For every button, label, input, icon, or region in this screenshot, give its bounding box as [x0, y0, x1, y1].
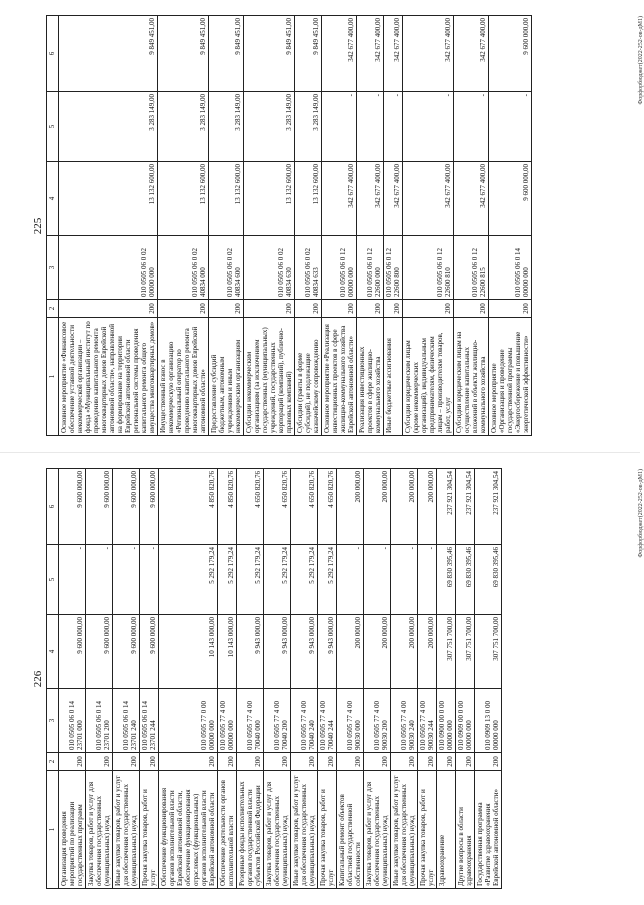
row-executed-cell: - — [391, 545, 418, 615]
row-executed-cell: - — [322, 92, 357, 162]
row-plan-cell: 200 000,00 — [337, 615, 364, 689]
table-row — [264, 469, 291, 889]
table-body — [59, 16, 532, 436]
row-plan-cell: 307 751 700,00 — [456, 615, 475, 689]
row-executed-cell: - — [454, 92, 489, 162]
row-name-cell: Организация проведения мероприятий по реализации государственных программ — [59, 771, 86, 889]
header-row — [47, 469, 59, 889]
row-code-cell: 010 0909 00 0 00 00000 000 — [456, 689, 475, 753]
table-row — [209, 16, 244, 436]
row-org-cell: 200 — [140, 753, 159, 771]
row-remainder-cell: 342 677 400,00 — [454, 16, 489, 92]
row-executed-cell: 69 830 395,46 — [456, 545, 475, 615]
table-row — [113, 469, 140, 889]
row-executed-cell: 5 292 179,24 — [218, 545, 237, 615]
row-org-cell: 200 — [437, 753, 456, 771]
row-org-cell: 200 — [295, 300, 322, 318]
row-name-cell: Капитальный ремонт объектов областной государственной собственности — [337, 771, 364, 889]
row-name-cell: Субсидии юридическим лицам на осуществление капитальных вложений в объекты жилищно-коммунального хозяйства — [454, 318, 489, 436]
budget-table — [46, 468, 502, 889]
row-remainder-cell: 9 600 000,00 — [489, 16, 532, 92]
row-plan-cell: 342 677 400,00 — [454, 162, 489, 236]
row-name-cell: Закупка товаров, работ и услуг для обеспечения государственных (муниципальных) нужд — [86, 771, 113, 889]
row-code-cell: 010 0505 77 4 00 70040 244 — [318, 689, 337, 753]
row-org-cell: 200 — [357, 300, 384, 318]
table-row — [489, 16, 532, 436]
table-row — [218, 469, 237, 889]
row-remainder-cell: 9 849 451,00 — [209, 16, 244, 92]
table-row — [86, 469, 113, 889]
row-plan-cell: 342 677 400,00 — [403, 162, 454, 236]
table-row — [337, 469, 364, 889]
row-remainder-cell: 200 000,00 — [364, 469, 391, 545]
row-remainder-cell: 4 650 820,76 — [264, 469, 291, 545]
row-code-cell: 010 0505 06 0 14 23701 240 — [113, 689, 140, 753]
row-code-cell: 010 0505 06 0 12 22600 815 — [454, 236, 489, 300]
row-executed-cell: 3 283 149,00 — [209, 92, 244, 162]
row-name-cell: Иные закупки товаров, работ и услуг для обеспечения государственных (муниципальных) нужд — [391, 771, 418, 889]
row-name-cell: Прочая закупка товаров, работ и услуг — [318, 771, 337, 889]
table-row — [322, 16, 357, 436]
row-code-cell: 010 0909 13 0 00 00000 000 — [475, 689, 502, 753]
row-remainder-cell: 9 849 451,00 — [295, 16, 322, 92]
row-org-cell: 200 — [391, 753, 418, 771]
row-name-cell: Иные закупки товаров, работ и услуг для обеспечения государственных (муниципальных) нужд — [113, 771, 140, 889]
row-org-cell: 200 — [237, 753, 264, 771]
row-plan-cell: 9 943 000,00 — [264, 615, 291, 689]
row-executed-cell: 3 283 149,00 — [295, 92, 322, 162]
row-executed-cell: 5 292 179,24 — [159, 545, 218, 615]
row-plan-cell: 9 943 000,00 — [318, 615, 337, 689]
table-body — [59, 469, 502, 889]
page-number: 226 — [32, 670, 44, 688]
table-row — [418, 469, 437, 889]
row-name-cell: Реализация инвестиционных проектов в сфере жилищно-коммунального хозяйства — [357, 318, 384, 436]
row-code-cell: 010 0505 06 0 02 40834 000 — [158, 236, 209, 300]
row-executed-cell: 69 830 395,46 — [475, 545, 502, 615]
row-name-cell: Обеспечение функционирования органов исполнительной власти Еврейской автономной области, обеспечение функционирования отраслевых (функциональных) органов исполнительной власти Еврейской автономной области — [159, 771, 218, 889]
page-footer: Форфорбюджет(2022-252-ов-дМ1) — [638, 469, 644, 558]
row-code-cell: 010 0505 77 4 00 90030 244 — [418, 689, 437, 753]
row-code-cell: 010 0505 77 0 00 00000 000 — [159, 689, 218, 753]
header-cell: 6 — [47, 16, 59, 92]
row-remainder-cell: 342 677 400,00 — [384, 16, 403, 92]
row-code-cell: 010 0505 06 0 02 40834 633 — [295, 236, 322, 300]
row-executed-cell: - — [489, 92, 532, 162]
table-row — [384, 16, 403, 436]
table-row — [59, 16, 158, 436]
row-executed-cell: - — [418, 545, 437, 615]
row-remainder-cell: 9 600 000,00 — [140, 469, 159, 545]
row-name-cell: Иные бюджетные ассигнования — [384, 318, 403, 436]
row-name-cell: Субсидии (гранты в форме субсидий), не подлежащие казначейскому сопровождению — [295, 318, 322, 436]
row-org-cell: 200 — [322, 300, 357, 318]
row-plan-cell: 307 751 700,00 — [475, 615, 502, 689]
header-cell: 4 — [47, 162, 59, 236]
row-executed-cell: - — [384, 92, 403, 162]
table-row — [295, 16, 322, 436]
row-name-cell: Государственная программа «Развитие здравоохранения Еврейской автономной области» — [475, 771, 502, 889]
table-row — [158, 16, 209, 436]
row-executed-cell: 5 292 179,24 — [237, 545, 264, 615]
row-code-cell: 010 0505 06 0 14 23701 200 — [86, 689, 113, 753]
row-plan-cell: 9 600 000,00 — [140, 615, 159, 689]
row-org-cell: 200 — [218, 753, 237, 771]
header-cell: 2 — [47, 753, 59, 771]
row-remainder-cell: 342 677 400,00 — [403, 16, 454, 92]
row-plan-cell: 200 000,00 — [364, 615, 391, 689]
row-remainder-cell: 200 000,00 — [418, 469, 437, 545]
row-remainder-cell: 9 849 451,00 — [59, 16, 158, 92]
row-executed-cell: - — [364, 545, 391, 615]
row-code-cell: 010 0505 06 0 12 22600 810 — [403, 236, 454, 300]
row-org-cell: 200 — [454, 300, 489, 318]
row-plan-cell: 13 132 600,00 — [158, 162, 209, 236]
row-code-cell: 010 0505 06 0 02 40834 630 — [244, 236, 295, 300]
row-name-cell: Прочая закупка товаров, работ и услуг — [140, 771, 159, 889]
row-remainder-cell: 9 600 000,00 — [113, 469, 140, 545]
row-name-cell: Прочая закупка товаров, работ и услуг — [418, 771, 437, 889]
row-org-cell: 200 — [264, 753, 291, 771]
row-code-cell: 010 0900 00 0 00 00000 000 — [437, 689, 456, 753]
row-org-cell: 200 — [384, 300, 403, 318]
row-code-cell: 010 0505 06 0 14 23701 244 — [140, 689, 159, 753]
row-plan-cell: 13 132 600,00 — [295, 162, 322, 236]
row-code-cell: 010 0505 06 0 14 23701 000 — [59, 689, 86, 753]
row-code-cell: 010 0505 06 0 14 00000 000 — [489, 236, 532, 300]
row-plan-cell: 307 751 700,00 — [437, 615, 456, 689]
table-row — [454, 16, 489, 436]
row-org-cell: 200 — [475, 753, 502, 771]
row-name-cell: Резервные фонды исполнительных органов государственной власти субъектов Российской Федерации — [237, 771, 264, 889]
row-remainder-cell: 9 600 000,00 — [86, 469, 113, 545]
row-name-cell: Субсидии некоммерческим организациям (за исключением государственных (муниципальных) учреждений, государственных корпораций (компаний), публично-правовых компаний) — [244, 318, 295, 436]
row-name-cell: Основное мероприятие «Организация и проведение государственной программы «Энергосбережение и повышение энергетической эффективности» — [489, 318, 532, 436]
row-remainder-cell: 9 600 000,00 — [59, 469, 86, 545]
row-plan-cell: 342 677 400,00 — [322, 162, 357, 236]
table-row — [475, 469, 502, 889]
row-name-cell: Иные закупки товаров, работ и услуг для обеспечения государственных (муниципальных) нужд — [291, 771, 318, 889]
row-executed-cell: - — [357, 92, 384, 162]
row-executed-cell: 69 830 395,46 — [437, 545, 456, 615]
row-executed-cell: - — [59, 545, 86, 615]
row-name-cell: Здравоохранение — [437, 771, 456, 889]
row-remainder-cell: 9 849 451,00 — [158, 16, 209, 92]
row-code-cell: 010 0505 77 4 00 70040 200 — [264, 689, 291, 753]
row-plan-cell: 200 000,00 — [418, 615, 437, 689]
row-org-cell: 200 — [159, 753, 218, 771]
header-cell: 3 — [47, 689, 59, 753]
header-cell: 1 — [47, 318, 59, 436]
table-row — [140, 469, 159, 889]
row-plan-cell: 9 600 000,00 — [86, 615, 113, 689]
row-executed-cell: 3 283 149,00 — [158, 92, 209, 162]
row-org-cell: 200 — [59, 753, 86, 771]
row-code-cell: 010 0505 77 4 00 70040 240 — [291, 689, 318, 753]
row-remainder-cell: 200 000,00 — [337, 469, 364, 545]
row-code-cell: 010 0505 06 0 02 40834 600 — [209, 236, 244, 300]
row-plan-cell: 200 000,00 — [391, 615, 418, 689]
row-executed-cell: 3 283 149,00 — [244, 92, 295, 162]
table-row — [318, 469, 337, 889]
row-name-cell: Обеспечение деятельности органов исполнительной власти — [218, 771, 237, 889]
row-name-cell: Основное мероприятие «Финансовое обеспечение уставной деятельности некоммерческой организации – фонда «Муниципальный институт по проведению капитального ремонта многоквартирных домов Еврейской автономной области», направленной на формирование на территории Еврейской автономной области региональной системы проведения капитального ремонта общего имущества многоквартирных домов» — [59, 318, 158, 436]
row-org-cell: 200 — [158, 300, 209, 318]
row-code-cell: 010 0505 06 0 02 00000 000 — [59, 236, 158, 300]
table-row — [391, 469, 418, 889]
row-plan-cell: 13 132 600,00 — [209, 162, 244, 236]
row-plan-cell: 13 132 600,00 — [244, 162, 295, 236]
row-code-cell: 010 0505 06 0 12 22600 800 — [384, 236, 403, 300]
row-org-cell: 200 — [489, 300, 532, 318]
row-name-cell: Имущественный взнос в некоммерческую организацию «Региональный оператор по проведению капитального ремонта многоквартирных домов Еврейской автономной области» — [158, 318, 209, 436]
rotated-page — [30, 16, 644, 436]
row-name-cell: Предоставление субсидий бюджетным, автономным учреждениям и иным некоммерческим организациям — [209, 318, 244, 436]
row-executed-cell: - — [140, 545, 159, 615]
row-code-cell: 010 0505 77 4 00 90030 000 — [337, 689, 364, 753]
row-executed-cell: 5 292 179,24 — [318, 545, 337, 615]
header-cell: 5 — [47, 545, 59, 615]
table-row — [291, 469, 318, 889]
row-code-cell: 010 0505 77 4 00 00000 000 — [218, 689, 237, 753]
header-cell: 5 — [47, 92, 59, 162]
table-row — [403, 16, 454, 436]
row-plan-cell: 9 943 000,00 — [237, 615, 264, 689]
page-226 — [0, 453, 644, 905]
table-row — [456, 469, 475, 889]
row-code-cell: 010 0505 77 4 00 90030 200 — [364, 689, 391, 753]
row-org-cell: 200 — [318, 753, 337, 771]
row-executed-cell: - — [113, 545, 140, 615]
row-plan-cell: 342 677 400,00 — [357, 162, 384, 236]
table-row — [237, 469, 264, 889]
header-cell: 1 — [47, 771, 59, 889]
header-cell: 2 — [47, 300, 59, 318]
row-org-cell: 200 — [86, 753, 113, 771]
page-footer: Форфорбюджет(2022-252-ов-дМ1) — [638, 16, 644, 105]
table-row — [357, 16, 384, 436]
row-plan-cell: 10 143 000,00 — [218, 615, 237, 689]
row-remainder-cell: 4 650 820,76 — [291, 469, 318, 545]
header-cell: 3 — [47, 236, 59, 300]
table-row — [364, 469, 391, 889]
row-plan-cell: 13 132 600,00 — [59, 162, 158, 236]
row-org-cell: 200 — [59, 300, 158, 318]
budget-table — [46, 15, 532, 436]
row-remainder-cell: 237 921 304,54 — [437, 469, 456, 545]
row-remainder-cell: 4 650 820,76 — [318, 469, 337, 545]
row-remainder-cell: 9 849 451,00 — [244, 16, 295, 92]
row-name-cell: Субсидии юридическим лицам (кроме некоммерческих организаций), индивидуальным предпринимателям, физическим лицам – производителям товаров, работ, услуг — [403, 318, 454, 436]
table-row — [59, 469, 86, 889]
row-org-cell: 200 — [456, 753, 475, 771]
row-remainder-cell: 4 850 820,76 — [159, 469, 218, 545]
row-org-cell: 200 — [337, 753, 364, 771]
page-number: 225 — [32, 217, 44, 235]
row-org-cell: 200 — [364, 753, 391, 771]
table-row — [437, 469, 456, 889]
row-plan-cell: 9 600 000,00 — [113, 615, 140, 689]
row-code-cell: 010 0505 77 4 00 70040 000 — [237, 689, 264, 753]
row-plan-cell: 9 943 000,00 — [291, 615, 318, 689]
table-row — [159, 469, 218, 889]
row-executed-cell: - — [337, 545, 364, 615]
row-plan-cell: 9 600 000,00 — [59, 615, 86, 689]
row-org-cell: 200 — [291, 753, 318, 771]
row-code-cell: 010 0505 06 0 12 00000 000 — [322, 236, 357, 300]
row-org-cell: 200 — [244, 300, 295, 318]
row-code-cell: 010 0505 06 0 12 22600 000 — [357, 236, 384, 300]
row-remainder-cell: 4 650 820,76 — [237, 469, 264, 545]
row-org-cell: 200 — [418, 753, 437, 771]
row-remainder-cell: 342 677 400,00 — [357, 16, 384, 92]
row-name-cell: Закупка товаров, работ и услуг для обеспечения государственных (муниципальных) нужд — [364, 771, 391, 889]
row-remainder-cell: 4 850 820,76 — [218, 469, 237, 545]
row-org-cell: 200 — [209, 300, 244, 318]
row-executed-cell: 3 283 149,00 — [59, 92, 158, 162]
row-code-cell: 010 0505 77 4 00 90030 240 — [391, 689, 418, 753]
row-executed-cell: - — [403, 92, 454, 162]
row-name-cell: Основное мероприятие «Реализация инвестиционных проектов в сфере жилищно-коммунального хозяйства Еврейской автономной области» — [322, 318, 357, 436]
row-executed-cell: 5 292 179,24 — [264, 545, 291, 615]
row-plan-cell: 342 677 400,00 — [384, 162, 403, 236]
row-name-cell: Другие вопросы в области здравоохранения — [456, 771, 475, 889]
row-remainder-cell: 237 921 304,54 — [475, 469, 502, 545]
row-remainder-cell: 237 921 304,54 — [456, 469, 475, 545]
rotated-page — [30, 469, 644, 889]
row-executed-cell: 5 292 179,24 — [291, 545, 318, 615]
header-cell: 6 — [47, 469, 59, 545]
row-remainder-cell: 200 000,00 — [391, 469, 418, 545]
page-225 — [0, 0, 644, 452]
header-cell: 4 — [47, 615, 59, 689]
row-plan-cell: 10 143 000,00 — [159, 615, 218, 689]
row-org-cell: 200 — [113, 753, 140, 771]
header-row — [47, 16, 59, 436]
row-remainder-cell: 342 677 400,00 — [322, 16, 357, 92]
table-row — [244, 16, 295, 436]
row-name-cell: Закупка товаров, работ и услуг для обеспечения государственных (муниципальных) нужд — [264, 771, 291, 889]
row-org-cell: 200 — [403, 300, 454, 318]
row-executed-cell: - — [86, 545, 113, 615]
row-plan-cell: 9 600 000,00 — [489, 162, 532, 236]
